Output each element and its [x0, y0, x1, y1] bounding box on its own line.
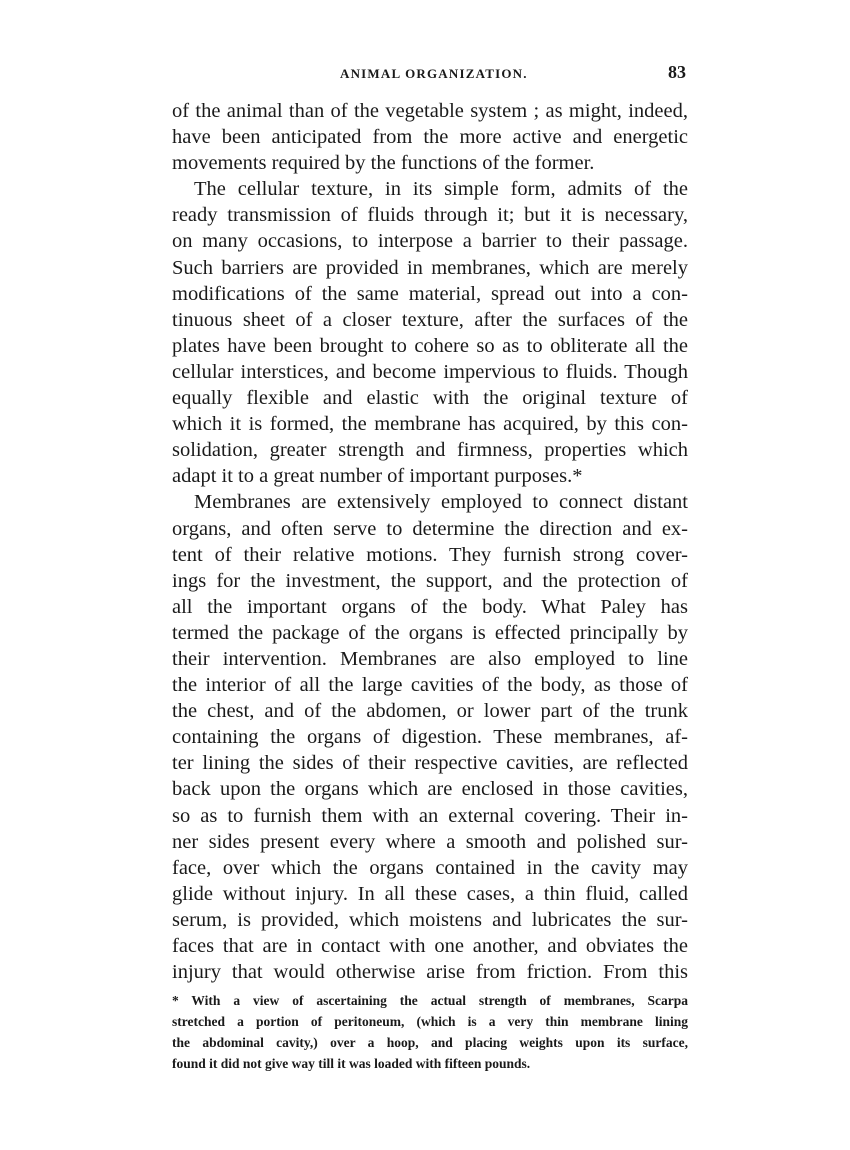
text-line: ready transmission of fluids through it; but it is necessary,	[172, 204, 688, 227]
text-line: Such barriers are provided in membranes, which are merely	[172, 256, 688, 279]
text-line: ner sides present every where a smooth and polished sur-	[172, 830, 688, 853]
text-line: adapt it to a great number of important purposes.*	[172, 465, 583, 488]
text-line: ings for the investment, the support, and the protection of	[172, 569, 688, 592]
text-line: have been anticipated from the more active and energetic	[172, 126, 688, 149]
text-line: equally flexible and elastic with the original texture of	[172, 387, 688, 410]
text-line: serum, is provided, which moistens and lubricates the sur-	[172, 908, 688, 931]
footnote-line: the abdominal cavity,) over a hoop, and placing weights upon its surface,	[172, 1035, 688, 1050]
footnote-line: stretched a portion of peritoneum, (which is a very thin membrane lining	[172, 1014, 688, 1029]
main-text	[172, 98, 688, 985]
text-line: tent of their relative motions. They furnish strong cover-	[172, 543, 688, 566]
text-line: injury that would otherwise arise from friction. From this	[172, 961, 688, 984]
page-number: 83	[668, 62, 686, 82]
text-line: The cellular texture, in its simple form, admits of the	[194, 178, 688, 201]
text-line: termed the package of the organs is effected principally by	[172, 621, 688, 644]
running-title: ANIMAL ORGANIZATION.	[340, 66, 528, 81]
text-line: of the animal than of the vegetable system ; as might, indeed,	[172, 100, 688, 122]
text-line: the interior of all the large cavities of the body, as those of	[172, 674, 688, 697]
footnote-line: found it did not give way till it was loaded with fifteen pounds.	[172, 1056, 531, 1071]
text-line: cellular interstices, and become impervious to fluids. Though	[172, 360, 688, 383]
text-line: organs, and often serve to determine the direction and ex-	[172, 517, 688, 540]
text-line: movements required by the functions of the former.	[172, 152, 595, 175]
text-line: on many occasions, to interpose a barrier to their passage.	[172, 230, 688, 253]
text-line: all the important organs of the body. What Paley has	[172, 595, 688, 618]
text-line: which it is formed, the membrane has acquired, by this con-	[172, 413, 688, 436]
text-line: tinuous sheet of a closer texture, after the surfaces of the	[172, 308, 688, 331]
text-line: the chest, and of the abdomen, or lower part of the trunk	[172, 700, 688, 723]
text-line: plates have been brought to cohere so as to obliterate all the	[172, 334, 688, 357]
footnote	[172, 990, 688, 1074]
text-line: modifications of the same material, spread out into a con-	[172, 282, 688, 305]
text-line: solidation, greater strength and firmness, properties which	[172, 439, 688, 462]
text-line: faces that are in contact with one another, and obviates the	[172, 935, 688, 957]
text-line: glide without injury. In all these cases, a thin fluid, called	[172, 882, 688, 905]
text-line: back upon the organs which are enclosed in those cavities,	[172, 778, 688, 801]
text-line: their intervention. Membranes are also employed to line	[172, 647, 688, 670]
text-line: face, over which the organs contained in the cavity may	[172, 856, 688, 879]
text-line: so as to furnish them with an external covering. Their in-	[172, 804, 688, 827]
text-line: ter lining the sides of their respective cavities, are reflected	[172, 752, 688, 775]
text-line: Membranes are extensively employed to connect distant	[194, 491, 688, 514]
footnote-line: * With a view of ascertaining the actual strength of membranes, Scarpa	[172, 993, 688, 1008]
text-line: containing the organs of digestion. These membranes, af-	[172, 726, 688, 749]
